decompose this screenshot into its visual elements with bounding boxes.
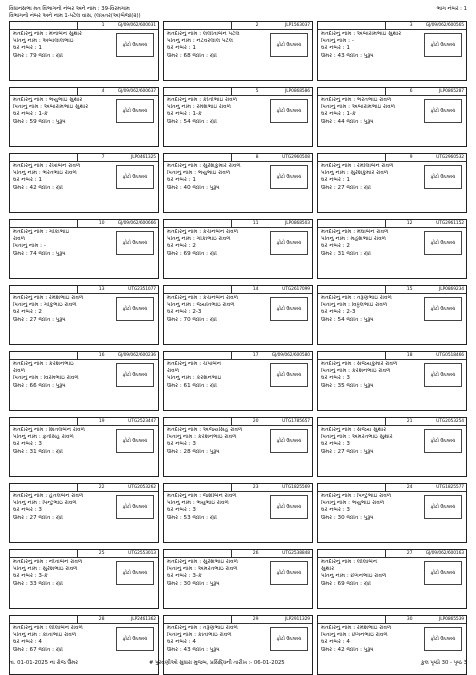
house-number: ઘર નંબર : 3 — [321, 507, 350, 514]
house-number: ઘર નંબર : 3 — [13, 441, 42, 448]
relation-name: પતિનું નામ : કાંતાભાઇ રાવળ — [13, 632, 77, 639]
voter-card — [163, 219, 313, 279]
voter-details — [167, 625, 267, 654]
voter-details — [321, 97, 421, 126]
house-number: ઘર નંબર : 1 — [167, 177, 196, 184]
relation-name: પિતાનું નામ : અંબારામભાઇ રાવળ — [321, 104, 396, 111]
age-gender: ઉંમર : 54 જાતિ : પુરૂષ — [321, 316, 374, 323]
photo-box: ફોટો ઉપલબ્ધ — [270, 165, 308, 189]
voter-card — [9, 549, 159, 609]
voter-details — [13, 163, 113, 192]
voter-card — [163, 417, 313, 477]
serial-number: 13 — [77, 286, 107, 293]
serial-number: 11 — [231, 220, 261, 227]
photo-box: ફોટો ઉપલબ્ધ — [270, 363, 308, 387]
voter-card — [163, 87, 313, 147]
serial-number: 10 — [77, 220, 107, 227]
relation-name: પતિનું નામ : ફતેસિંહ રાવળ — [13, 434, 74, 441]
serial-number: 29 — [231, 616, 261, 623]
epic-number: UTG2961152 — [436, 221, 464, 226]
epic-number: GJ/09/062/600236 — [117, 353, 156, 358]
house-number: ઘર નંબર : 3 — [321, 375, 350, 382]
serial-number: 1 — [77, 22, 107, 29]
voter-details — [13, 361, 113, 390]
photo-box: ફોટો ઉપલબ્ધ — [424, 561, 462, 585]
age-gender: ઉંમર : 53 જાતિ : સ્ત્રી — [167, 514, 217, 521]
voter-details — [13, 97, 113, 126]
age-gender: ઉંમર : 27 જાતિ : સ્ત્રી — [321, 184, 371, 191]
voter-card — [9, 219, 159, 279]
epic-number: UTG1825569 — [282, 485, 310, 490]
serial-number: 25 — [77, 550, 107, 557]
relation-name: સુથાર — [321, 566, 335, 573]
photo-box: ફોટો ઉપલબ્ધ — [270, 33, 308, 57]
voter-details — [167, 229, 267, 258]
voter-card — [317, 87, 467, 147]
house-number: ઘર નંબર : 2 — [13, 309, 42, 316]
house-number: ઘર નંબર : 3-કે — [167, 573, 202, 580]
voter-card — [163, 351, 313, 411]
voter-name: મતદારનું નામ : લીલાબેન રાવળ — [13, 625, 83, 631]
age-gender: ઉંમર : 54 જાતિ : સ્ત્રી — [167, 118, 217, 125]
epic-number: UTG2053262 — [128, 485, 156, 490]
voter-details — [321, 427, 421, 456]
voter-details — [167, 163, 267, 192]
voter-card — [9, 417, 159, 477]
relation-name: પતિનું નામ : અંબાલાલભાઇ — [13, 38, 74, 45]
serial-number: 15 — [385, 286, 415, 293]
house-number: પતિનું નામ : કરશનભાઇ — [167, 375, 222, 382]
relation-name: રાવળ — [13, 368, 26, 375]
relation-name: પિતાનું નામ : - — [321, 38, 354, 45]
footer-page-count: કુલ પૃષ્ઠો 30 - પૃષ્ઠ 3 — [420, 660, 467, 666]
relation-name: પિતાનું નામ : કરશનભાઇ રાવળ — [167, 434, 237, 441]
voter-details — [167, 427, 267, 456]
photo-box: ફોટો ઉપલબ્ધ — [424, 165, 462, 189]
age-gender: ઉંમર : 35 જાતિ : પુરૂષ — [321, 382, 374, 389]
photo-box: ફોટો ઉપલબ્ધ — [116, 429, 154, 453]
voter-card — [9, 285, 159, 345]
relation-name: પતિનું નામ : રમેશભાઇ રાવળ — [167, 104, 231, 111]
serial-number: 19 — [77, 418, 107, 425]
serial-number: 23 — [231, 484, 261, 491]
relation-name: પિતાનું નામ : અંબારામભાઇ સુથાર — [13, 104, 89, 111]
photo-box: ફોટો ઉપલબ્ધ — [424, 429, 462, 453]
voter-name: મતદારનું નામ : લીલાબેન — [321, 559, 378, 565]
photo-box: ફોટો ઉપલબ્ધ — [270, 231, 308, 255]
photo-box: ફોટો ઉપલબ્ધ — [424, 297, 462, 321]
voter-name: મતદારનું નામ : તરૂણભાઇ રાવળ — [321, 295, 392, 301]
photo-box: ફોટો ઉપલબ્ધ — [270, 561, 308, 585]
epic-number: UTG2617099 — [282, 287, 310, 292]
voter-name: મતદારનું નામ : સંજયકુમાર રાવળ — [321, 361, 398, 367]
voter-name: મતદારનું નામ : લલીતાબેન પટેલ — [167, 31, 240, 37]
age-gender: ઉંમર : 42 જાતિ : પુરૂષ — [321, 646, 374, 653]
epic-number: UTG2523447 — [128, 419, 156, 424]
voter-details — [321, 295, 421, 324]
epic-number: JLP0865539 — [439, 617, 464, 622]
relation-name: પિતાનું નામ : કાંતાભાઇ રાવળ — [167, 632, 232, 639]
voter-card — [317, 483, 467, 543]
age-gender: ઉંમર : 27 જાતિ : પુરૂષ — [321, 448, 374, 455]
voter-name: મતદારનું નામ : સુરેશભાઇ રાવળ — [167, 559, 238, 565]
relation-name: પતિનું નામ : ગોકાભાઇ રાવળ — [167, 236, 231, 243]
voter-name: મતદારનું નામ : પિન્ટુભાઇ રાવળ — [321, 493, 392, 499]
house-number: ઘર નંબર : 3 — [167, 441, 196, 448]
photo-box: ફોટો ઉપલબ્ધ — [270, 297, 308, 321]
voter-details — [13, 493, 113, 522]
voter-name: મતદારનું નામ : કંચનબેન રાવળ — [167, 295, 239, 301]
relation-name: રાવળ — [167, 368, 180, 375]
relation-name: પિતાનું નામ : અમરતભાઇ સુથાર — [321, 434, 393, 441]
voter-name: મતદારનું નામ : નીતાબેન રાવળ — [13, 559, 83, 565]
serial-number: 7 — [77, 154, 107, 161]
age-gender: ઉંમર : 74 જાતિ : પુરૂષ — [13, 250, 66, 257]
voter-name: મતદારનું નામ : ચંપાબેન — [167, 361, 222, 367]
voter-details — [13, 559, 113, 588]
voter-name: મતદારનું નામ : હેતલબેન રાવળ — [13, 493, 84, 499]
age-gender: ઉંમર : 79 જાતિ : સ્ત્રી — [13, 52, 63, 59]
age-gender: ઉંમર : 27 જાતિ : પુરૂષ — [13, 316, 66, 323]
age-gender: ઉંમર : 69 જાતિ : સ્ત્રી — [321, 580, 371, 587]
epic-number: JLP0461325 — [131, 155, 156, 160]
photo-box: ફોટો ઉપલબ્ધ — [270, 429, 308, 453]
epic-number: JLP0865287 — [439, 89, 464, 94]
voter-name: મતદારનું નામ : શિતલબેન રાવળ — [13, 427, 85, 433]
photo-box: ફોટો ઉપલબ્ધ — [116, 561, 154, 585]
voter-details — [13, 295, 113, 324]
relation-name: પિતાનું નામ : ભયુભાઇ રાવળ — [167, 170, 231, 177]
epic-number: UTG2053254 — [436, 419, 464, 424]
voter-details — [13, 31, 113, 60]
serial-number: 2 — [231, 22, 261, 29]
voter-card — [317, 417, 467, 477]
voter-name: મતદારનું નામ : અંબારામભાઇ સુથાર — [321, 31, 402, 37]
epic-number: UTG1785657 — [282, 419, 310, 424]
voter-details — [167, 361, 267, 390]
photo-box: ફોટો ઉપલબ્ધ — [116, 231, 154, 255]
house-number: ઘર નંબર : 1 — [321, 45, 350, 52]
voter-name: મતદારનું નામ : રેખાબેન રાવળ — [13, 163, 81, 169]
serial-number: 17 — [231, 352, 261, 359]
relation-name: પતિનું નામ : સુરેશભાઇ રાવળ — [13, 566, 78, 573]
epic-number: JLP0868586 — [285, 89, 310, 94]
house-number: ઘર નંબર : 1 — [321, 177, 350, 184]
serial-number: 4 — [77, 88, 107, 95]
assembly-title: વિધાનસભા મત વિભાગનો નંબર અને નામ : 39-વિરમગામ — [9, 6, 130, 12]
serial-number: 16 — [77, 352, 107, 359]
relation-name: પિતાનું નામ : ગોકુભાઇ રાવળ — [13, 302, 77, 309]
relation-name: પતિનું નામ : ભયુભાઇ રાવળ — [167, 500, 229, 507]
serial-number: 12 — [385, 220, 415, 227]
voter-card — [317, 549, 467, 609]
epic-number: JLP1563037 — [285, 23, 310, 28]
house-number: ઘર નંબર : 2-3 — [167, 309, 202, 316]
serial-number: 21 — [385, 418, 415, 425]
age-gender: ઉંમર : 30 જાતિ : પુરૂષ — [321, 514, 374, 521]
voter-card — [9, 483, 159, 543]
voter-name: મતદારનું નામ : અજયસિંહ રાવળ — [167, 427, 243, 433]
voter-card — [317, 219, 467, 279]
voter-details — [167, 31, 267, 60]
part-number: ભાગ નંબર : 1 — [436, 6, 467, 12]
voter-details — [321, 559, 421, 588]
house-number: ઘર નંબર : 2-3 — [321, 309, 356, 316]
voter-card — [317, 351, 467, 411]
photo-box: ફોટો ઉપલબ્ધ — [424, 495, 462, 519]
house-number: ઘર નંબર : 1 — [13, 177, 42, 184]
relation-name: પિતાનું નામ : કરશનભાઇ રાવળ — [321, 368, 391, 375]
footer — [9, 660, 467, 667]
age-gender: ઉંમર : 31 જાતિ : સ્ત્રી — [13, 448, 63, 455]
voter-details — [13, 625, 113, 654]
age-gender: ઉંમર : 40 જાતિ : પુરૂષ — [167, 184, 220, 191]
house-number: ઘર નંબર : 4 — [13, 639, 42, 646]
photo-box: ફોટો ઉપલબ્ધ — [116, 495, 154, 519]
serial-number: 24 — [385, 484, 415, 491]
house-number: પિતાનું નામ : - — [13, 243, 46, 250]
epic-number: UTG0518466 — [436, 353, 464, 358]
serial-number: 28 — [77, 616, 107, 623]
voter-card — [163, 285, 313, 345]
photo-box: ફોટો ઉપલબ્ધ — [116, 165, 154, 189]
photo-box: ફોટો ઉપલબ્ધ — [116, 297, 154, 321]
house-number: ઘર નંબર : 1 — [13, 45, 42, 52]
relation-name: પતિનું નામ : ભરતભાઇ રાવળ — [13, 170, 77, 177]
photo-box: ફોટો ઉપલબ્ધ — [270, 99, 308, 123]
house-number: પિતાનું નામ : વિરમભાઇ રાવળ — [13, 375, 79, 382]
age-gender: ઉંમર : 33 જાતિ : સ્ત્રી — [13, 580, 63, 587]
house-number: ઘર નંબર : 1-કે — [13, 111, 48, 118]
voter-details — [321, 493, 421, 522]
age-gender: ઉંમર : 42 જાતિ : સ્ત્રી — [13, 184, 63, 191]
voter-name: મતદારનું નામ : ભયુભાઇ સુથાર — [13, 97, 83, 103]
house-number: ઘર નંબર : 3 — [321, 441, 350, 448]
age-gender: ઉંમર : 27 જાતિ : સ્ત્રી — [13, 514, 63, 521]
house-number: ઘર નંબર : 1-કે — [321, 111, 356, 118]
serial-number: 18 — [385, 352, 415, 359]
voter-card — [163, 153, 313, 213]
voter-card — [163, 21, 313, 81]
voter-card — [317, 153, 467, 213]
voter-details — [167, 295, 267, 324]
epic-number: GJ/09/062/600031 — [117, 23, 156, 28]
relation-name: પિતાનું નામ : વિઠ્ઠલભાઇ રાવળ — [321, 302, 388, 309]
voter-name: મતદારનું નામ : સુરેશકુમાર રાવળ — [167, 163, 241, 169]
voter-details — [167, 559, 267, 588]
footer-publication-note: # પુરવણીઓ સુધારા મુજબ, પ્રસિદ્ધિની તારીખ :- 06-01-2025 — [149, 660, 285, 666]
age-gender: ઉંમર : 43 જાતિ : પુરૂષ — [167, 646, 220, 653]
relation-name: પિતાનું નામ : ભયુભાઇ રાવળ — [321, 500, 385, 507]
age-gender: ઉંમર : 30 જાતિ : પુરૂષ — [167, 580, 220, 587]
voter-name: મતદારનું નામ : મેઘાબેન રાવળ — [321, 229, 389, 235]
voter-name: મતદારનું નામ : ગોકાભાઇ — [13, 229, 70, 235]
epic-number: JLP0868503 — [285, 221, 310, 226]
voter-name: મતદારનું નામ : જશીબેન રાવળ — [167, 493, 237, 499]
house-number: ઘર નંબર : 4 — [321, 639, 350, 646]
epic-number: UTG1825577 — [436, 485, 464, 490]
voter-name: મતદારનું નામ : સંજય સુથાર — [321, 427, 387, 433]
voter-grid — [9, 21, 467, 675]
epic-number: GJ/09/062/600666 — [117, 221, 156, 226]
house-number: ઘર નંબર : 3-કે — [13, 573, 48, 580]
photo-box: ફોટો ઉપલબ્ધ — [424, 33, 462, 57]
voter-card — [163, 483, 313, 543]
relation-name: પિતાનું નામ : છગનભાઇ રાવળ — [321, 632, 388, 639]
epic-number: GJ/09/062/600565 — [425, 23, 464, 28]
epic-number: JLP0869234 — [439, 287, 464, 292]
house-number: ઘર નંબર : 2 — [167, 243, 196, 250]
voter-card — [317, 21, 467, 81]
age-gender: ઉંમર : 59 જાતિ : પુરૂષ — [13, 118, 66, 125]
photo-box: ફોટો ઉપલબ્ધ — [424, 363, 462, 387]
voter-card — [9, 351, 159, 411]
voter-card — [9, 21, 159, 81]
house-number: ઘર નંબર : 3 — [13, 507, 42, 514]
age-gender: ઉંમર : 44 જાતિ : પુરૂષ — [321, 118, 374, 125]
serial-number: 22 — [77, 484, 107, 491]
voter-name: મતદારનું નામ : કરશનભાઇ — [13, 361, 74, 367]
serial-number: 26 — [231, 550, 261, 557]
age-gender: ઉંમર : 28 જાતિ : પુરૂષ — [167, 448, 220, 455]
relation-name: પતિનું નામ : જયંતિભાઇ રાવળ — [167, 302, 235, 309]
photo-box: ફોટો ઉપલબ્ધ — [116, 33, 154, 57]
voter-card — [163, 549, 313, 609]
serial-number: 6 — [385, 88, 415, 95]
relation-name: રાવળ — [13, 236, 26, 243]
epic-number: UTG2960508 — [282, 155, 310, 160]
age-gender: ઉંમર : 70 જાતિ : સ્ત્રી — [167, 316, 217, 323]
voter-name: મતદારનું નામ : રમીલાબેન રાવળ — [321, 163, 394, 169]
photo-box: ફોટો ઉપલબ્ધ — [270, 495, 308, 519]
serial-number: 27 — [385, 550, 415, 557]
voter-name: મતદારનું નામ : રમેશભાઇ રાવળ — [13, 295, 84, 301]
epic-number: JLP2911329 — [285, 617, 310, 622]
header-line-2: વિભાગનો નંબર અને નામ 1-પટેલ વાસ, (લખતર(અ)બેજા(૨)) — [9, 12, 141, 19]
photo-box: ફોટો ઉપલબ્ધ — [424, 231, 462, 255]
serial-number: 3 — [385, 22, 415, 29]
epic-number: GJ/09/062/600637 — [117, 89, 156, 94]
voter-name: મતદારનું નામ : કંચનબેન રાવળ — [167, 229, 239, 235]
epic-number: UTG2538848 — [282, 551, 310, 556]
relation-name: પતિનું નામ : મહેશભાઇ રાવળ — [321, 236, 387, 243]
epic-number: UTG2351077 — [128, 287, 156, 292]
age-gender: ઉંમર : 61 જાતિ : સ્ત્રી — [167, 382, 217, 389]
age-gender: ઉંમર : 43 જાતિ : પુરૂષ — [321, 52, 374, 59]
relation-name: પતિનું નામ : પિન્ટુભાઇ રાવળ — [13, 500, 77, 507]
house-number: ઘર નંબર : 3 — [167, 507, 196, 514]
house-number: ઘર નંબર : 1 — [167, 45, 196, 52]
relation-name: પિતાનું નામ : અમરતભાઇ રાવળ — [167, 566, 238, 573]
voter-name: મતદારનું નામ : રમેશભાઇ રાવળ — [321, 625, 392, 631]
serial-number: 5 — [231, 88, 261, 95]
serial-number: 9 — [385, 154, 415, 161]
voter-details — [321, 625, 421, 654]
relation-name: પતિનું નામ : સુરેશકુમાર રાવળ — [321, 170, 389, 177]
voter-card — [9, 153, 159, 213]
serial-number: 20 — [231, 418, 261, 425]
age-gender: ઉંમર : 68 જાતિ : સ્ત્રી — [167, 52, 217, 59]
serial-number: 14 — [231, 286, 261, 293]
voter-card — [9, 87, 159, 147]
voter-details — [321, 229, 421, 258]
epic-number: UTG2960532 — [436, 155, 464, 160]
voter-details — [13, 427, 113, 456]
voter-name: મતદારનું નામ : મેનાબેન સુથાર — [13, 31, 82, 37]
house-number: ઘર નંબર : 2 — [321, 243, 350, 250]
photo-box: ફોટો ઉપલબ્ધ — [116, 363, 154, 387]
voter-details — [321, 361, 421, 390]
serial-number: 30 — [385, 616, 415, 623]
epic-number: UTG2553013 — [128, 551, 156, 556]
voter-details — [167, 493, 267, 522]
epic-number: GJ/09/062/600580 — [271, 353, 310, 358]
house-number: ઘર નંબર : 4 — [167, 639, 196, 646]
voter-name: મતદારનું નામ : ભરતભાઇ રાવળ — [321, 97, 392, 103]
photo-box: ફોટો ઉપલબ્ધ — [270, 627, 308, 651]
photo-box: ફોટો ઉપલબ્ધ — [116, 627, 154, 651]
voter-name: મતદારનું નામ : કીર્તીભાઇ રાવળ — [167, 97, 238, 103]
voter-name: મતદારનું નામ : તરૂણભાઇ રાવળ — [167, 625, 238, 631]
age-gender: ઉંમર : 31 જાતિ : સ્ત્રી — [321, 250, 371, 257]
voter-details — [13, 229, 113, 258]
age-gender: ઉંમર : 67 જાતિ : સ્ત્રી — [13, 646, 63, 653]
voter-details — [321, 163, 421, 192]
photo-box: ફોટો ઉપલબ્ધ — [116, 99, 154, 123]
house-number: પતિનું નામ : છગનભાઇ રાવળ — [321, 573, 387, 580]
photo-box: ફોટો ઉપલબ્ધ — [424, 627, 462, 651]
voter-card — [317, 285, 467, 345]
age-gender: ઉંમર : 66 જાતિ : પુરૂષ — [13, 382, 66, 389]
epic-number: GJ/09/062/600163 — [425, 551, 464, 556]
photo-box: ફોટો ઉપલબ્ધ — [424, 99, 462, 123]
relation-name: પતિનું નામ : નટવરલાલ પટેલ — [167, 38, 233, 45]
voter-details — [167, 97, 267, 126]
serial-number: 8 — [231, 154, 261, 161]
house-number: ઘર નંબર : 1-કે — [167, 111, 202, 118]
voter-details — [321, 31, 421, 60]
footer-age-note: તા. 01-01-2025 ના રોજ ઉંમર — [9, 660, 78, 666]
age-gender: ઉંમર : 69 જાતિ : સ્ત્રી — [167, 250, 217, 257]
epic-number: JLP2461362 — [131, 617, 156, 622]
